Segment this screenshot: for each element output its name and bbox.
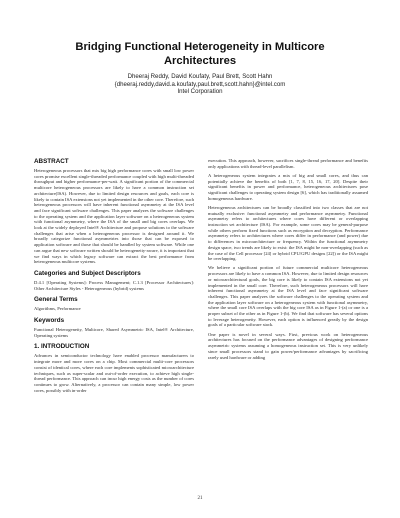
author-block (0, 73, 400, 96)
abstract-heading: ABSTRACT (34, 158, 69, 165)
title-line-2: Architectures (163, 54, 237, 67)
introduction-text: Advances in semiconductor technology have enabled processor manufacturers to integrate more and more cores on a chip. Most commercial multi-core processors consist of identical cores, where each core implements sophisticated microarchitecture techniques, such as super-scalar and out-of-order execution, to achieve high single-thread performance. This approach can incur high energy costs as the number of cores continues to grow. Alternatively, a processor can contain many simple, low power cores, possibly with in-order (34, 353, 194, 393)
page-number: 21 (197, 496, 203, 501)
introduction-heading: 1. INTRODUCTION (34, 343, 90, 351)
paper-title (0, 41, 400, 68)
categories-heading: Categories and Subject Descriptors (34, 269, 141, 277)
keywords-heading: Keywords (34, 317, 65, 325)
author-affiliation: Intel Corporation (177, 88, 223, 96)
categories-text: D.4.1 [Operating Systems]: Process Management; C.1.3 [Processor Architectures]: Other Architecture Styles - Heterogeneous (hybrid) systems (34, 279, 194, 291)
author-names: Dheeraj Reddy, David Koufaty, Paul Brett, Scott Hahn (127, 73, 273, 80)
body-paragraph-4: We believe a significant portion of future commercial multicore heterogeneous processors are likely to have a common ISA. However, due to limited design resources or microarchitectural goals, the big core is likely to contain ISA extensions not yet implemented in the small core. Therefore, such heterogeneous processors will have inherent functional asymmetry at the ISA level and face significant software challenges. This paper analyzes the software challenges to the operating system and the application layer software on a heterogeneous system with functional asymmetry, where the small core ISA overlaps with the big core ISA as in Figure 1-(a) or one is a proper subset of the other as in Figure 1-(b). We find that software has several options to leverage heterogeneity. However, each option is influenced greatly by the design goals of a particular software stack. (208, 265, 368, 328)
author-emails: {dheeraj.reddy,david.a.koufaty,paul.brett,scott.hahn}@intel.com (114, 80, 286, 88)
left-column (34, 158, 194, 393)
body-paragraph-2: A heterogeneous system integrates a mix of big and small cores, and thus can potentially achieve the benefits of both [1, 7, 8, 15, 16, 17, 20]. Despite their significant benefits in power and performance, heterogeneous architectures pose significant challenges to operating system design [6], which has traditionally assumed homogeneous hardware. (208, 172, 368, 201)
right-column (208, 158, 368, 360)
keywords-text: Functional Heterogeneity, Multicore, Shared Asymmetric ISA, Intel® Architecture, Operating systems (34, 327, 194, 338)
abstract-text: Heterogeneous processors that mix big high performance cores with small low power cores promise excellent single-threaded performance coupled with high multi-threaded throughput and higher performance-per-watt. A significant portion of the commercial multicore heterogeneous processors are likely to have a common instruction set architecture(ISA). However, due to limited design resources and goals, each core is likely to contain ISA extensions not yet implemented in the other core. Therefore, such heterogeneous processors will have inherent functional asymmetry at the ISA level and face significant software challenges. This paper analyzes the software challenges to the operating system and the application layer software on a heterogeneous system with functional asymmetry, where the ISA of the small and big cores overlaps. We look at the widely deployed Intel® Architecture and propose solutions to the software challenges that arise when a heterogeneous processor is designed around it. We broadly categorize functional asymmetries into those that can be exposed to application software and those that should be handled by system software. While one can argue that new software written should be heterogeneity-aware, it is important that we find ways in which legacy software can extract the best performance from heterogeneous multicore systems. (34, 168, 194, 265)
title-line-1: Bridging Functional Heterogeneity in Multicore (75, 41, 325, 53)
body-paragraph-1: execution. This approach, however, sacrifices single-thread performance and benefits only applications with thread-level parallelism. (208, 158, 368, 169)
general-terms-heading: General Terms (34, 296, 78, 304)
body-paragraph-3: Heterogeneous architectures can be broadly classified into two classes that are not mutually exclusive: functional asymmetry and performance asymmetry. Functional asymmetry refers to architectures where cores have different or overlapping instruction set architecture (ISA). For example, some cores may be general-purpose while others perform fixed functions such as encryption and decryption. Performance asymmetry refers to architectures where cores differ in performance (and power) due to differences in microarchitecture or frequency. Within the functional asymmetry design space, two trends are likely to exist: the ISA might be non-overlapping (such as the case of the Cell processor [24] or hybrid CPU/GPU designs [22]) or the ISA might be overlapping. (208, 204, 368, 262)
body-paragraph-5: One paper is novel in several ways. First, previous work on heterogeneous architectures has focused on the performance advantages of designing performance asymmetric systems assuming a homogeneous instruction set. This is very unlikely since small processors stand to gain power/performance advantages by sacrificing rarely used hardware or adding (208, 331, 368, 360)
general-terms-text: Algorithms, Performance (34, 306, 81, 312)
